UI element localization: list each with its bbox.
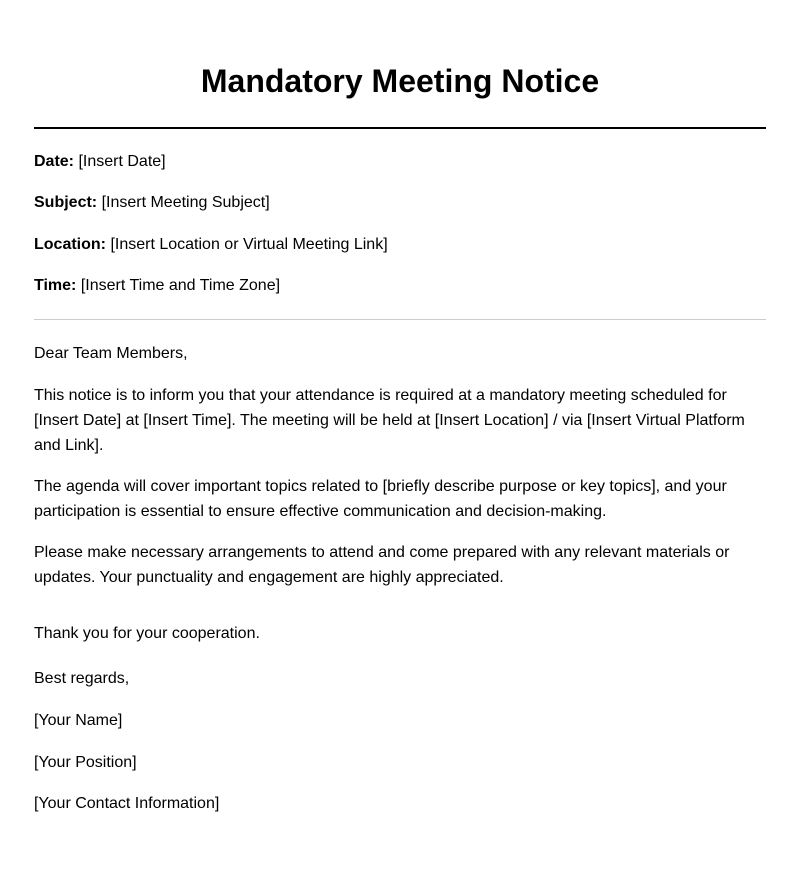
date-field <box>34 152 766 172</box>
signature-position: [Your Position] <box>34 754 137 771</box>
date-value: [Insert Date] <box>74 153 166 170</box>
subject-label: Subject: <box>34 194 98 211</box>
greeting: Dear Team Members, <box>34 345 188 362</box>
subject-value: [Insert Meeting Subject] <box>97 194 270 211</box>
body-paragraph-arrangements: Please make necessary arrangements to attend and come prepared with any relevant materials or updates. Your punctuality and engagement are highly appreciated. <box>34 544 730 586</box>
time-value: [Insert Time and Time Zone] <box>76 277 281 294</box>
signature-name: [Your Name] <box>34 712 123 729</box>
body-paragraph-attendance: This notice is to inform you that your attendance is required at a mandatory meeting scheduled for [Insert Date] at [Insert Time]. The meeting will be held at [Insert Location] / via [Insert Virtual Platform and Link]. <box>34 387 745 454</box>
signature-contact: [Your Contact Information] <box>34 795 220 812</box>
date-label: Date: <box>34 153 75 170</box>
closing-line: Thank you for your cooperation. <box>34 625 260 642</box>
time-label: Time: <box>34 277 77 294</box>
signoff: Best regards, <box>34 670 130 687</box>
time-field <box>34 276 766 296</box>
location-label: Location: <box>34 236 106 253</box>
body-paragraph-agenda: The agenda will cover important topics related to [briefly describe purpose or key topics], and your participation is essential to ensure effective communication and decision-making. <box>34 478 727 520</box>
section-divider <box>34 319 766 320</box>
location-value: [Insert Location or Virtual Meeting Link] <box>106 236 388 253</box>
location-field <box>34 235 766 255</box>
document-title: Mandatory Meeting Notice <box>200 63 600 99</box>
subject-field <box>34 193 766 213</box>
title-divider <box>34 127 766 129</box>
